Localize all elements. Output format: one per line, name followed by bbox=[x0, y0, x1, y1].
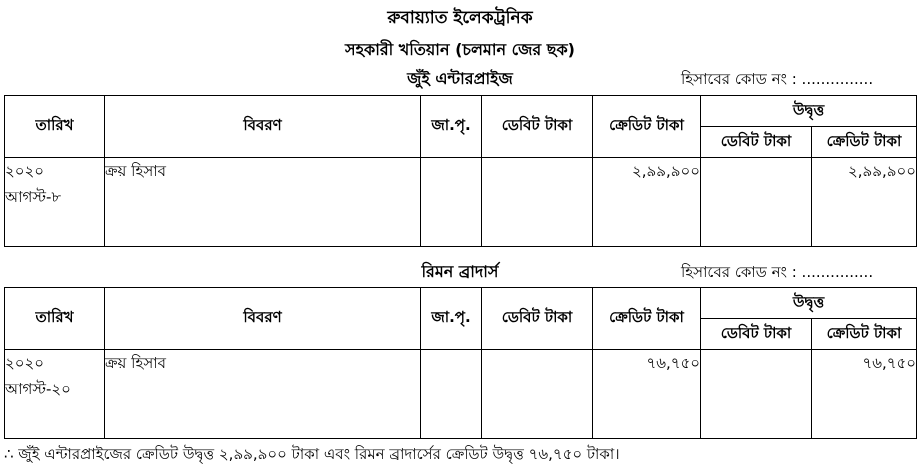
header-balance: উদ্বৃত্ত bbox=[701, 96, 917, 127]
credit-cell: ৭৬,৭৫০ bbox=[593, 350, 701, 439]
header-balance-debit: ডেবিট টাকা bbox=[701, 127, 812, 158]
balance-debit-cell bbox=[701, 350, 812, 439]
header-credit: ক্রেডিট টাকা bbox=[593, 96, 701, 158]
header-credit: ক্রেডিট টাকা bbox=[593, 288, 701, 350]
description-cell: ক্রয় হিসাব bbox=[105, 158, 421, 247]
date-year: ২০২০ bbox=[5, 354, 45, 372]
header-balance: উদ্বৃত্ত bbox=[701, 288, 917, 319]
balance-credit-cell: ৭৬,৭৫০ bbox=[812, 350, 917, 439]
account-name: জুঁই এন্টারপ্রাইজ bbox=[407, 69, 513, 88]
credit-cell: ২,৯৯,৯০০ bbox=[593, 158, 701, 247]
header-balance-credit: ক্রেডিট টাকা bbox=[812, 127, 917, 158]
footer-conclusion: ∴ জুঁই এন্টারপ্রাইজের ক্রেডিট উদ্বৃত্ত ২,৯৯,৯০০ টাকা এবং রিমন ব্রাদার্সের ক্রেডিট উদ্বৃত্ত ৭৬,৭৫০ টাকা। bbox=[4, 445, 620, 463]
account-code-label: হিসাবের কোড নং : ............... bbox=[681, 263, 874, 281]
date-day: আগস্ট-২০ bbox=[5, 380, 71, 398]
document-subtitle: সহকারী খতিয়ান (চলমান জের ছক) bbox=[345, 40, 575, 59]
header-balance-credit: ক্রেডিট টাকা bbox=[812, 319, 917, 350]
header-description: বিবরণ bbox=[105, 288, 421, 350]
table-row bbox=[5, 350, 917, 439]
ledger-table bbox=[4, 95, 917, 247]
date-cell bbox=[5, 350, 105, 439]
account-name: রিমন ব্রাদার্স bbox=[421, 262, 499, 281]
date-cell bbox=[5, 158, 105, 247]
jp-cell bbox=[421, 350, 482, 439]
jp-cell bbox=[421, 158, 482, 247]
ledger-table bbox=[4, 287, 917, 439]
balance-credit-cell: ২,৯৯,৯০০ bbox=[812, 158, 917, 247]
header-debit: ডেবিট টাকা bbox=[482, 288, 593, 350]
document-title: রুবায়্যাত ইলেকট্রনিক bbox=[387, 8, 533, 28]
header-balance-debit: ডেবিট টাকা bbox=[701, 319, 812, 350]
header-date: তারিখ bbox=[5, 96, 105, 158]
balance-debit-cell bbox=[701, 158, 812, 247]
table-row bbox=[5, 158, 917, 247]
description-cell: ক্রয় হিসাব bbox=[105, 350, 421, 439]
header-jp: জা.পৃ. bbox=[421, 96, 482, 158]
header-description: বিবরণ bbox=[105, 96, 421, 158]
date-year: ২০২০ bbox=[5, 162, 45, 180]
debit-cell bbox=[482, 158, 593, 247]
date-day: আগস্ট-৮ bbox=[5, 188, 62, 206]
header-jp: জা.পৃ. bbox=[421, 288, 482, 350]
header-date: তারিখ bbox=[5, 288, 105, 350]
header-debit: ডেবিট টাকা bbox=[482, 96, 593, 158]
account-code-label: হিসাবের কোড নং : ............... bbox=[681, 70, 874, 88]
debit-cell bbox=[482, 350, 593, 439]
